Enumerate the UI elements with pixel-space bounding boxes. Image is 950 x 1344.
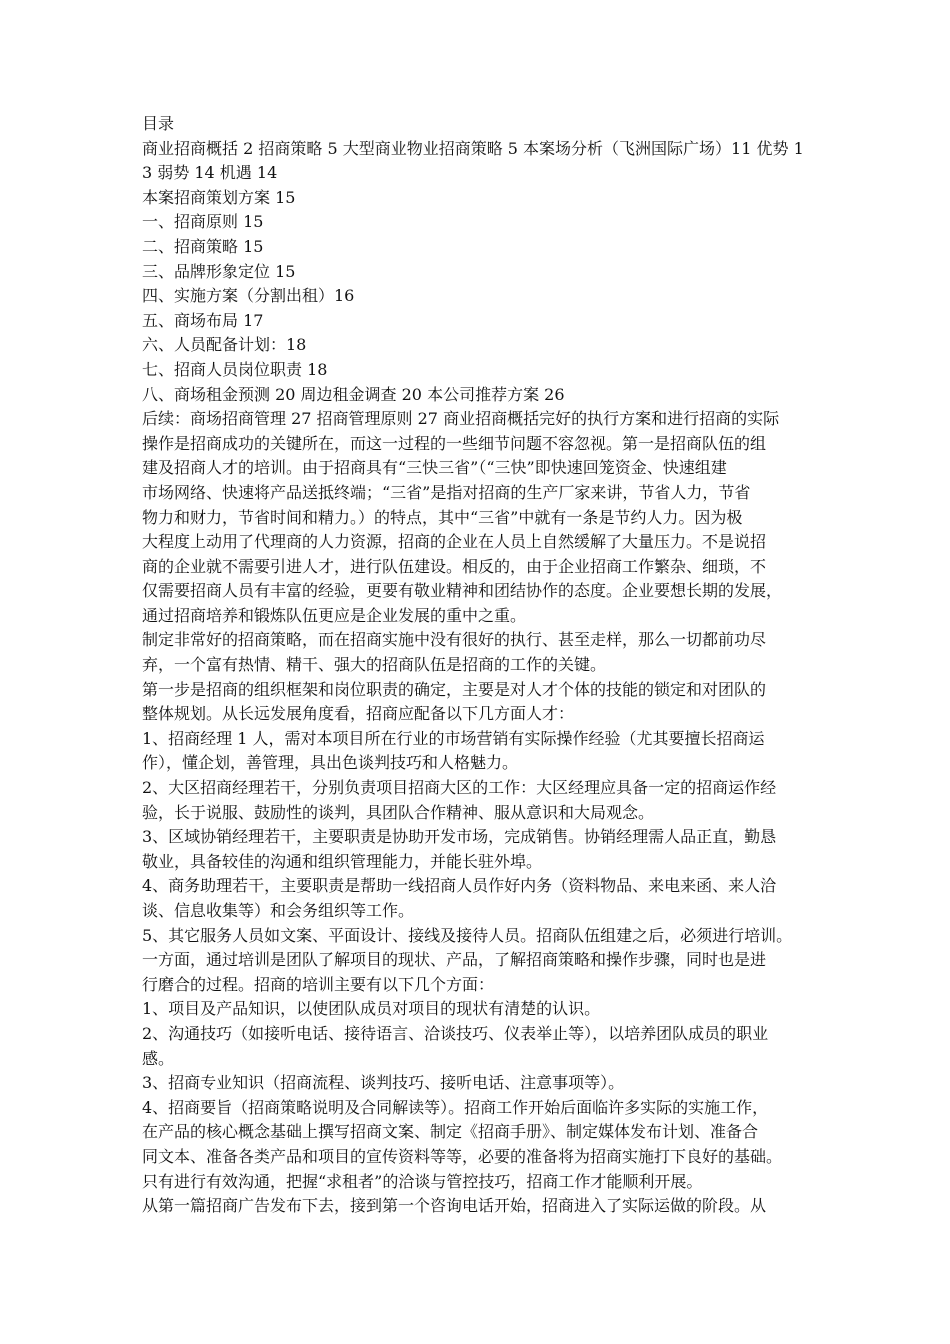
text-line: 整体规划。从长远发展角度看，招商应配备以下几方面人才： (142, 704, 575, 724)
text-line: 五、商场布局 17 (142, 310, 264, 330)
text-line: 4、招商要旨（招商策略说明及合同解读等）。招商工作开始后面临许多实际的实施工作， (142, 1097, 769, 1117)
text-line: 在产品的核心概念基础上撰写招商文案、制定《招商手册》、制定媒体发布计划、准备合 (142, 1122, 759, 1142)
text-line: 谈、信息收集等）和会务组织等工作。 (142, 901, 415, 920)
text-line: 第一步是招商的组织框架和岗位职责的确定，主要是对人才个体的技能的锁定和对团队的 (142, 679, 767, 699)
text-line: 同文本、准备各类产品和项目的宣传资料等等，必要的准备将为招商实施打下良好的基础。 (142, 1146, 783, 1166)
text-line: 八、商场租金预测 20 周边租金调查 20 本公司推荐方案 26 (142, 384, 565, 404)
document-title: 目录 (142, 114, 175, 133)
text-line: 通过招商培养和锻炼队伍更应是企业发展的重中之重。 (142, 605, 527, 625)
text-line: 3、招商专业知识（招商流程、谈判技巧、接听电话、注意事项等）。 (142, 1073, 625, 1093)
text-line: 4、商务助理若干，主要职责是帮助一线招商人员作好内务（资料物品、来电来函、来人洽 (142, 876, 777, 896)
text-line: 一、招商原则 15 (142, 212, 264, 232)
text-line: 操作是招商成功的关键所在，而这一过程的一些细节问题不容忽视。第一是招商队伍的组 (142, 433, 767, 453)
text-line: 制定非常好的招商策略，而在招商实施中没有很好的执行、甚至走样，那么一切都前功尽 (142, 630, 767, 650)
text-line: 三、品牌形象定位 15 (142, 261, 296, 281)
text-line: 只有进行有效沟通，把握“求租者”的洽谈与管控技巧，招商工作才能顺利开展。 (142, 1171, 703, 1191)
text-line: 验，长于说服、鼓励性的谈判，具团队合作精神、服从意识和大局观念。 (142, 802, 655, 822)
text-line: 2、大区招商经理若干，分别负责项目招商大区的工作：大区经理应具备一定的招商运作经 (142, 778, 777, 798)
text-line: 作），懂企划，善管理，具出色谈判技巧和人格魅力。 (142, 753, 519, 773)
text-line: 七、招商人员岗位职责 18 (142, 359, 328, 379)
text-line: 敬业，具备较佳的沟通和组织管理能力，并能长驻外埠。 (142, 851, 543, 871)
text-line: 从第一篇招商广告发布下去，接到第一个咨询电话开始，招商进入了实际运做的阶段。从 (142, 1196, 767, 1216)
text-line: 市场网络、快速将产品送抵终端；“三省”是指对招商的生产厂家来讲，节省人力，节省 (142, 482, 751, 502)
text-line: 一方面，通过培训是团队了解项目的现状、产品，了解招商策略和操作步骤，同时也是进 (142, 950, 767, 970)
text-line: 3 弱势 14 机遇 14 (142, 163, 278, 183)
text-line: 商业招商概括 2 招商策略 5 大型商业物业招商策略 5 本案场分析（飞洲国际广场）11 优势 1 (142, 138, 804, 158)
text-line: 二、招商策略 15 (142, 236, 264, 256)
text-line: 5、其它服务人员如文案、平面设计、接线及接待人员。招商队伍组建之后，必须进行培训。 (142, 925, 793, 945)
text-line: 行磨合的过程。招商的培训主要有以下几个方面： (142, 974, 495, 994)
text-line: 六、人员配备计划：18 (142, 335, 307, 355)
text-line: 仅需要招商人员有丰富的经验，更要有敬业精神和团结协作的态度。企业要想长期的发展， (142, 581, 783, 601)
text-line: 本案招商策划方案 15 (142, 187, 296, 207)
text-line: 后续：商场招商管理 27 招商管理原则 27 商业招商概括完好的执行方案和进行招商的实际 (142, 409, 780, 429)
text-line: 建及招商人才的培训。由于招商具有“三快三省”（“三快”即快速回笼资金、快速组建 (142, 458, 727, 478)
text-line: 四、实施方案（分割出租）16 (142, 286, 355, 306)
text-line: 物力和财力，节省时间和精力。）的特点，其中“三省”中就有一条是节约人力。因为极 (142, 507, 743, 527)
text-line: 商的企业就不需要引进人才，进行队伍建设。相反的，由于企业招商工作繁杂、细琐，不 (142, 556, 767, 576)
document-body (142, 112, 826, 1219)
text-line: 2、沟通技巧（如接听电话、接待语言、洽谈技巧、仪表举止等），以培养团队成员的职业 (142, 1023, 769, 1043)
text-line: 大程度上动用了代理商的人力资源，招商的企业在人员上自然缓解了大量压力。不是说招 (142, 532, 767, 552)
text-line: 感。 (142, 1048, 175, 1068)
text-line: 1、招商经理 1 人，需对本项目所在行业的市场营销有实际操作经验（尤其要擅长招商运 (142, 728, 765, 748)
text-line: 3、区域协销经理若干，主要职责是协助开发市场，完成销售。协销经理需人品正直，勤恳 (142, 827, 777, 847)
text-line: 1、项目及产品知识，以使团队成员对项目的现状有清楚的认识。 (142, 999, 601, 1019)
text-line: 弃，一个富有热情、精干、强大的招商队伍是招商的工作的关键。 (142, 655, 607, 675)
